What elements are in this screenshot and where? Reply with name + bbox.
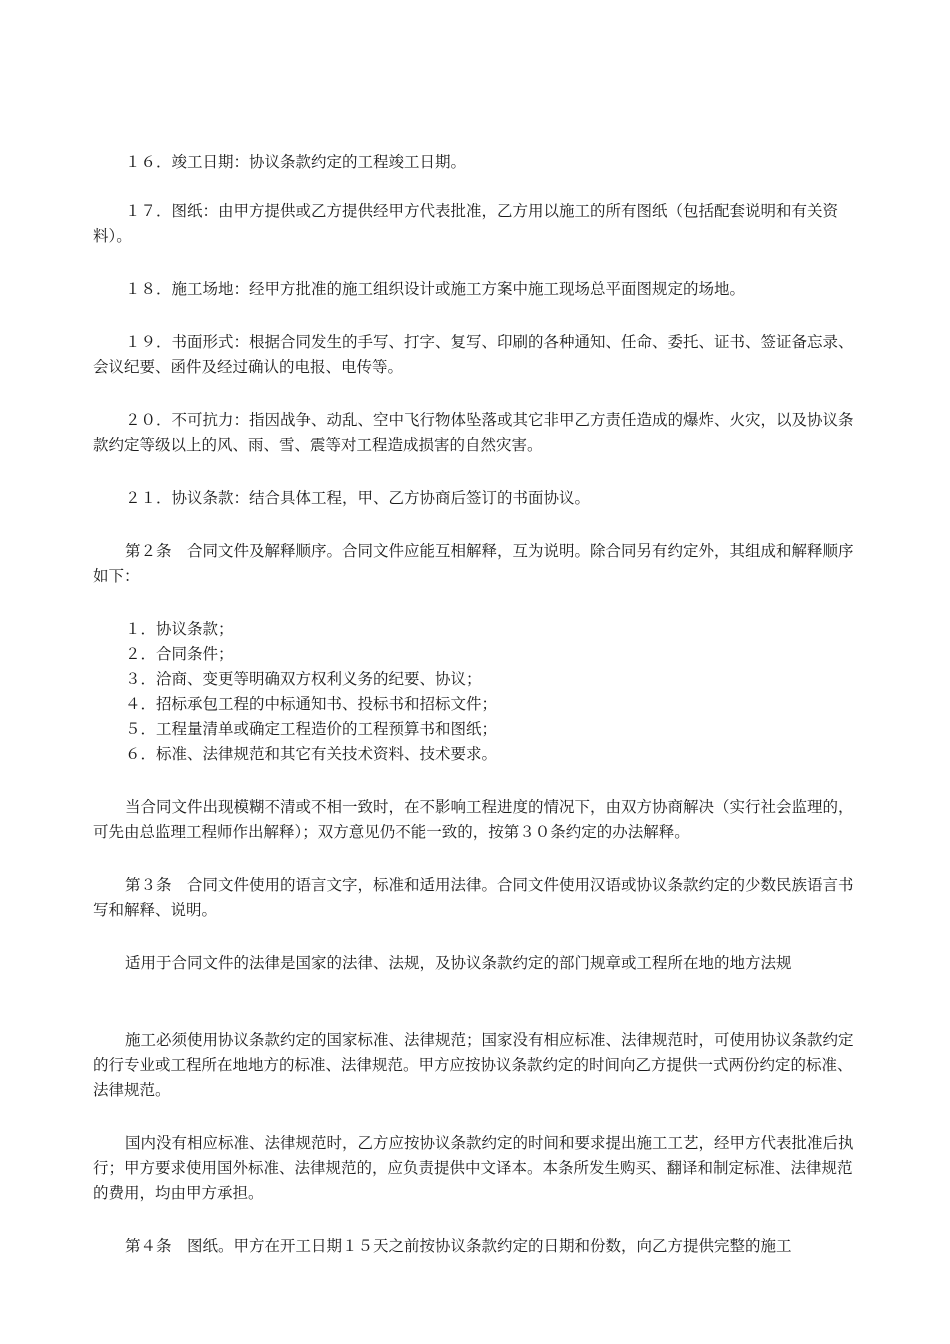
article-2-contract-documents: 第２条 合同文件及解释顺序。合同文件应能互相解释，互为说明。除合同另有约定外，其组成和解释顺序如下： [93, 542, 854, 585]
document-order-list [93, 617, 865, 767]
clause-19-written-form: １９．书面形式：根据合同发生的手写、打字、复写、印刷的各种通知、任命、委托、证书、签证备忘录、会议纪要、函件及经过确认的电报、电传等。 [93, 333, 854, 376]
clause-17-drawings: １７．图纸：由甲方提供或乙方提供经甲方代表批准，乙方用以施工的所有图纸（包括配套说明和有关资料）。 [93, 202, 839, 245]
clause-20-force-majeure: ２０．不可抗力：指因战争、动乱、空中飞行物体坠落或其它非甲乙方责任造成的爆炸、火灾，以及协议条款约定等级以上的风、雨、雪、震等对工程造成损害的自然灾害。 [93, 411, 854, 454]
foreign-standards: 国内没有相应标准、法律规范时，乙方应按协议条款约定的时间和要求提出施工工艺，经甲方代表批准后执行；甲方要求使用国外标准、法律规范的，应负责提供中文译本。本条所发生购买、翻译和制定标准、法律规范的费用，均由甲方承担。 [93, 1134, 854, 1202]
article-4-drawings: 第４条 图纸。甲方在开工日期１５天之前按协议条款约定的日期和份数，向乙方提供完整的施工 [125, 1237, 792, 1255]
list-item: １．协议条款； [125, 620, 234, 638]
clause-21-agreement-terms: ２１．协议条款：结合具体工程，甲、乙方协商后签订的书面协议。 [125, 489, 591, 507]
applicable-law: 适用于合同文件的法律是国家的法律、法规，及协议条款约定的部门规章或工程所在地的地方法规 [125, 954, 792, 972]
list-item: ６．标准、法律规范和其它有关技术资料、技术要求。 [125, 745, 498, 763]
standards-usage: 施工必须使用协议条款约定的国家标准、法律规范；国家没有相应标准、法律规范时，可使用协议条款约定的行专业或工程所在地地方的标准、法律规范。甲方应按协议条款约定的时间向乙方提供一式两份约定的标准、法律规范。 [93, 1031, 854, 1099]
clause-18-construction-site: １８．施工场地：经甲方批准的施工组织设计或施工方案中施工现场总平面图规定的场地。 [125, 280, 746, 298]
article-3-language-law: 第３条 合同文件使用的语言文字，标准和适用法律。合同文件使用汉语或协议条款约定的少数民族语言书写和解释、说明。 [93, 876, 854, 919]
list-item: ４．招标承包工程的中标通知书、投标书和招标文件； [125, 695, 498, 713]
list-item: ３．洽商、变更等明确双方权利义务的纪要、协议； [125, 670, 482, 688]
list-item: ５．工程量清单或确定工程造价的工程预算书和图纸； [125, 720, 498, 738]
clause-16-completion-date: １６．竣工日期：协议条款约定的工程竣工日期。 [125, 153, 467, 171]
ambiguity-resolution: 当合同文件出现模糊不清或不相一致时，在不影响工程进度的情况下，由双方协商解决（实行社会监理的，可先由总监理工程师作出解释）；双方意见仍不能一致的，按第３０条约定的办法解释。 [93, 798, 854, 841]
document-body [93, 150, 865, 1259]
list-item: ２．合同条件； [125, 645, 234, 663]
